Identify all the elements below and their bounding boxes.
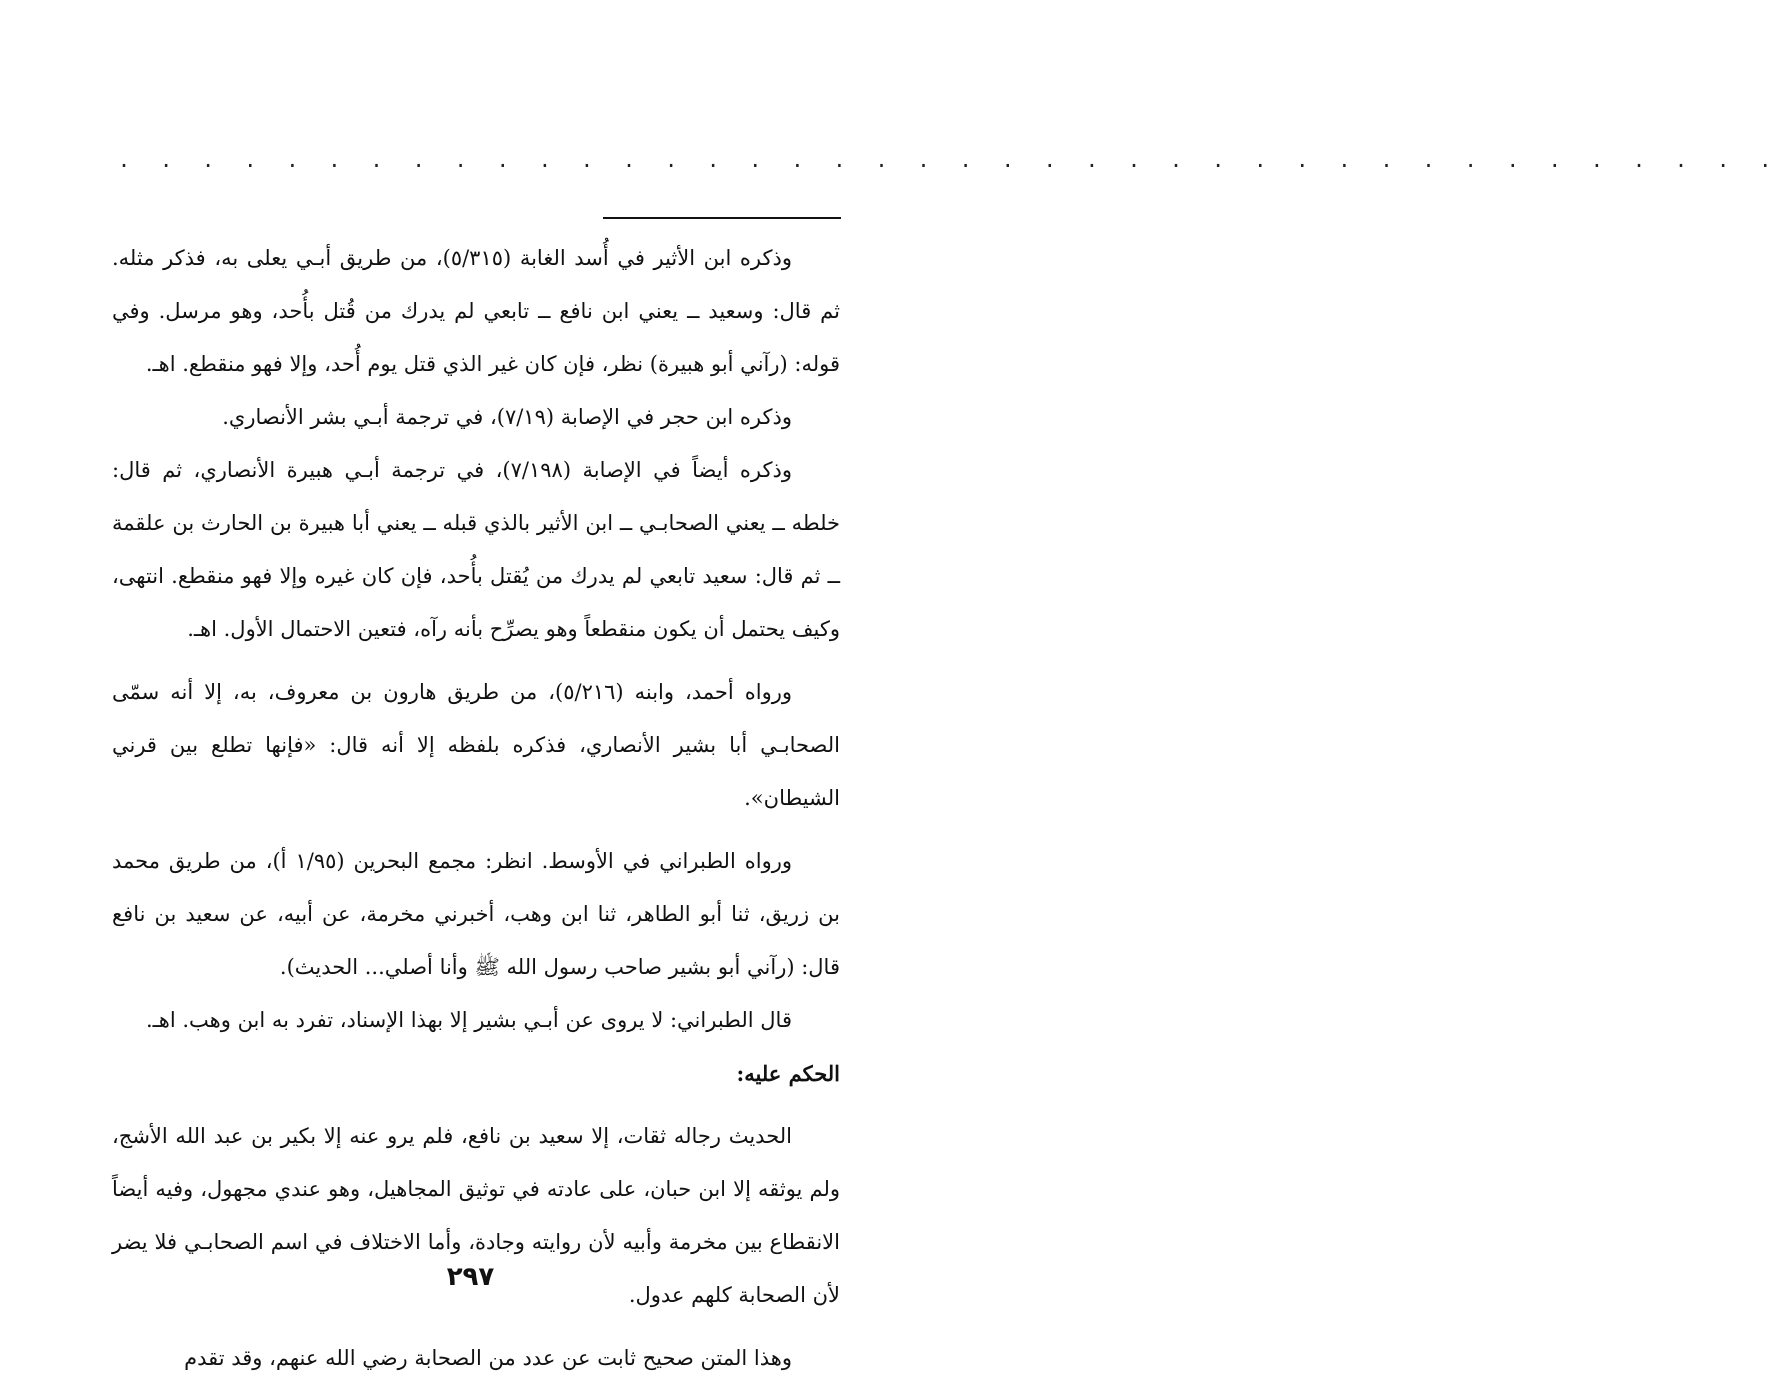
paragraph-ibn-hajar: وذكره ابن حجر في الإصابة (٧/١٩)، في ترجمة أبـي بشر الأنصاري. <box>222 405 792 429</box>
paragraph-ahmad: ورواه أحمد، وابنه (٥/٢١٦)، من طريق هارون بن معروف، به، إلا أنه سمّى الصحابـي أبا بشير الأنصاري، فذكره بلفظه إلا أنه قال: «فإنها تطلع بين قرني الشيطان». <box>112 680 840 810</box>
paragraph-conclusion: وهذا المتن صحيح ثابت عن عدد من الصحابة رضي الله عنهم، وقد تقدم <box>184 1346 792 1370</box>
section-heading-ruling: الحكم عليه: <box>736 1061 840 1086</box>
paragraph-ruling: الحديث رجاله ثقات، إلا سعيد بن نافع، فلم يرو عنه إلا بكير بن عبد الله الأشج، ولم يوثقه إلا ابن حبان، على عادته في توثيق المجاهيل، وهو عندي مجهول، وفيه أيضاً الانقطاع بين مخرمة وأبيه لأن روايته وجادة، وأما الاختلاف في اسم الصحابـي فلا يضر لأن الصحابة كلهم عدول. <box>112 1124 840 1307</box>
paragraph-isaba: وذكره أيضاً في الإصابة (٧/١٩٨)، في ترجمة أبـي هبيرة الأنصاري، ثم قال: خلطه ــ يعني الصحابـي ــ ابن الأثير بالذي قبله ــ يعني أبا هبيرة بن الحارث بن علقمة ــ ثم قال: سعيد تابعي لم يدرك من يُقتل بأُحد، فإن كان غيره وإلا فهو منقطع. انتهى، وكيف يحتمل أن يكون منقطعاً وهو يصرِّح بأنه رآه، فتعين الاحتمال الأول. اهـ. <box>112 458 840 641</box>
paragraph-ibn-athir: وذكره ابن الأثير في أُسد الغابة (٥/٣١٥)، من طريق أبـي يعلى به، فذكر مثله. ثم قال: وسعيد ــ يعني ابن نافع ــ تابعي لم يدرك من قُتل بأُحد، وهو مرسل. وفي قوله: (رآني أبو هبيرة) نظر، فإن كان غير الذي قتل يوم أُحد، وإلا فهو منقطع. اهـ. <box>112 246 840 376</box>
paragraph-tabarani-comment: قال الطبراني: لا يروى عن أبـي بشير إلا بهذا الإسناد، تفرد به ابن وهب. اهـ. <box>145 1008 792 1032</box>
footnote-text <box>112 232 840 1385</box>
page-number: ٢٩٧ <box>446 1262 495 1292</box>
footnote-rule <box>603 217 841 219</box>
dotted-separator: . . . . . . . . . . . . . . . . . . . . . . . . . . . . . . . . . . . . . . . . <box>118 148 1780 172</box>
paragraph-tabarani: ورواه الطبراني في الأوسط. انظر: مجمع البحرين (١/٩٥ أ)، من طريق محمد بن زريق، ثنا أبو الطاهر، ثنا ابن وهب، أخبرني مخرمة، عن أبيه، عن سعيد بن نافع قال: (رآني أبو بشير صاحب رسول الله ﷺ وأنا أصلي... الحديث). <box>112 849 840 979</box>
